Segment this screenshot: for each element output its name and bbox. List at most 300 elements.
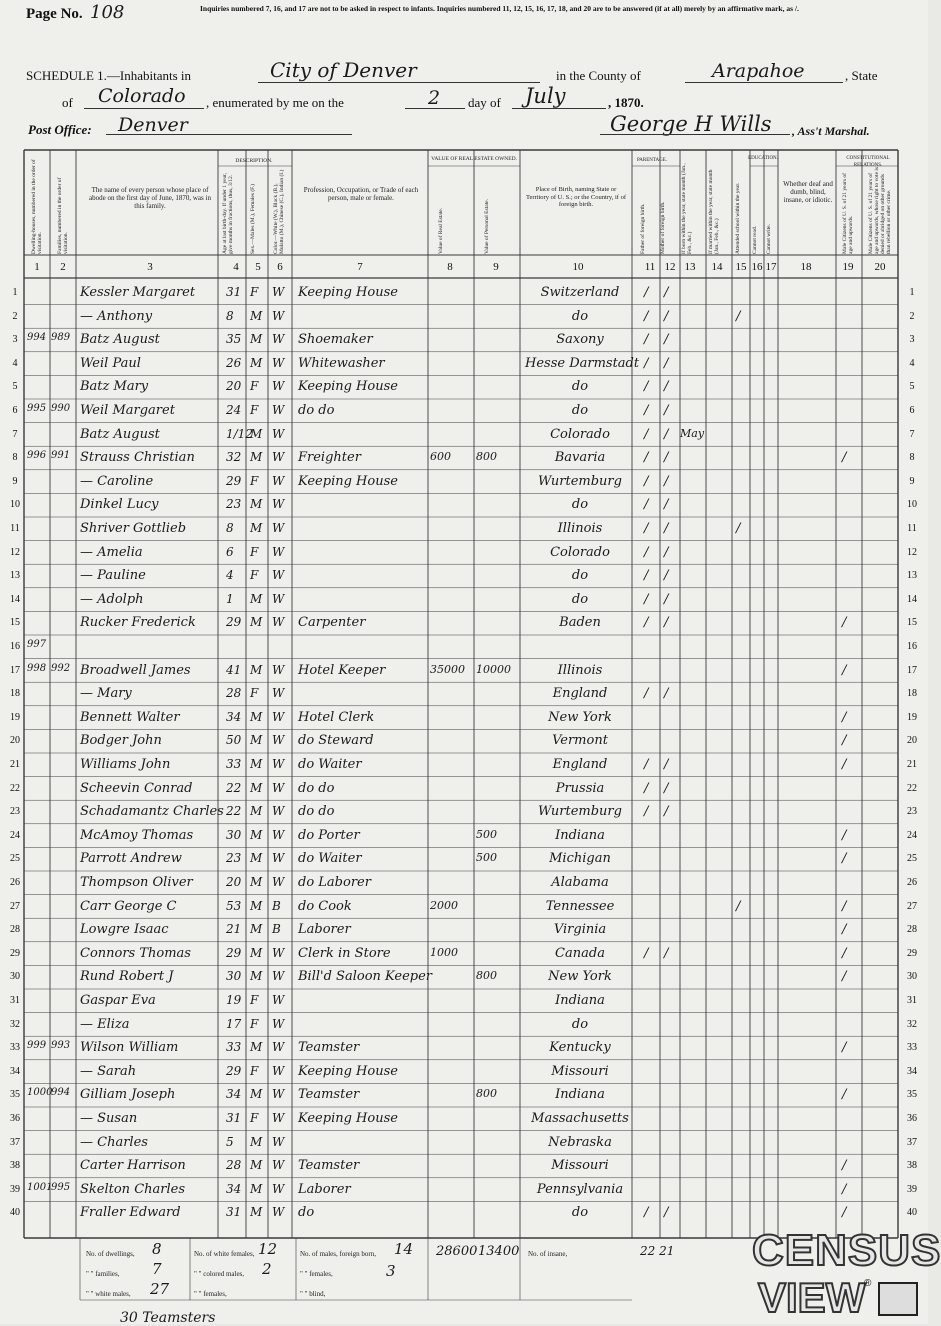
male-citizen: / bbox=[842, 945, 847, 961]
col-header-10: Place of Birth, naming State or Territory of U. S.; or the Country, if of foreign birth. bbox=[525, 186, 627, 208]
age: 50 bbox=[226, 733, 242, 748]
birthplace: Nebraska bbox=[548, 1134, 612, 1150]
column-number: 17 bbox=[765, 261, 777, 273]
description-header: DESCRIPTION. bbox=[235, 158, 273, 164]
sex: M bbox=[250, 804, 263, 819]
row-number-right: 14 bbox=[907, 593, 917, 605]
color: W bbox=[272, 780, 285, 795]
row-number-left: 31 bbox=[10, 995, 20, 1006]
row-number-right: 9 bbox=[909, 475, 915, 487]
col-header-12: Mother of foreign birth. bbox=[660, 201, 666, 254]
birthplace: Baden bbox=[559, 615, 601, 631]
occupation: Laborer bbox=[298, 1181, 351, 1197]
families-count: 7 bbox=[152, 1260, 162, 1278]
family-number: 993 bbox=[51, 1040, 71, 1052]
color: W bbox=[272, 450, 285, 465]
row-number-right: 8 bbox=[909, 452, 915, 464]
row-number-left: 15 bbox=[10, 617, 20, 629]
row-number-right: 19 bbox=[907, 711, 917, 723]
row-number-right: 34 bbox=[907, 1065, 917, 1077]
color: W bbox=[272, 875, 285, 889]
sex: M bbox=[250, 969, 263, 984]
column-number: 19 bbox=[842, 261, 854, 273]
father-foreign: / bbox=[644, 615, 649, 631]
mother-foreign: / bbox=[664, 615, 669, 631]
person-name: Batz August bbox=[80, 426, 160, 442]
color: W bbox=[272, 1016, 285, 1031]
birthplace: New York bbox=[548, 969, 612, 985]
sex: M bbox=[250, 1134, 263, 1149]
sex: F bbox=[250, 1111, 259, 1125]
person-name: Shriver Gottlieb bbox=[80, 521, 187, 536]
row-number-left: 37 bbox=[10, 1136, 20, 1148]
color: W bbox=[272, 426, 285, 441]
column-number: 10 bbox=[572, 261, 584, 273]
age: 33 bbox=[226, 1040, 242, 1055]
insane-label: No. of insane, bbox=[528, 1250, 568, 1258]
age: 22 bbox=[226, 780, 242, 795]
color: W bbox=[272, 969, 285, 984]
occupation: Keeping House bbox=[298, 473, 398, 489]
color: W bbox=[272, 1205, 285, 1220]
white-males-label: " " white males, bbox=[86, 1290, 131, 1298]
education-header: EDUCATION. bbox=[748, 156, 778, 161]
row-number-left: 26 bbox=[10, 877, 20, 888]
col-header-13: If born within the year, state month (Jan., Feb., &c.) bbox=[681, 163, 693, 254]
occupation: Keeping House bbox=[298, 285, 398, 300]
age: 23 bbox=[226, 851, 242, 866]
row-number-left: 14 bbox=[10, 593, 20, 605]
row-number-right: 36 bbox=[907, 1113, 917, 1124]
occupation: Keeping House bbox=[298, 1063, 398, 1079]
row-number-right: 28 bbox=[907, 924, 917, 936]
male-citizen: / bbox=[842, 1087, 847, 1103]
birthplace: do bbox=[571, 308, 589, 324]
mother-foreign: / bbox=[664, 568, 669, 584]
age: 33 bbox=[226, 757, 242, 771]
row-number-right: 23 bbox=[907, 806, 917, 818]
family-number: 989 bbox=[51, 332, 71, 344]
age: 24 bbox=[226, 403, 242, 417]
occupation: do do bbox=[298, 804, 335, 820]
father-foreign: / bbox=[644, 804, 649, 820]
computer-icon bbox=[878, 1282, 918, 1316]
mother-foreign: / bbox=[664, 544, 669, 560]
person-name: Weil Paul bbox=[80, 355, 141, 371]
birthplace: do bbox=[571, 497, 589, 513]
occupation: Keeping House bbox=[298, 379, 398, 395]
row-number-right: 3 bbox=[909, 334, 915, 346]
row-number-left: 17 bbox=[10, 664, 20, 676]
person-name: Wilson William bbox=[80, 1040, 179, 1056]
age: 31 bbox=[226, 1205, 242, 1220]
dwelling-number: 994 bbox=[27, 332, 47, 344]
row-number-right: 16 bbox=[907, 641, 917, 652]
person-name: — Caroline bbox=[80, 473, 154, 489]
sex: M bbox=[250, 450, 263, 465]
males-foreign-label: No. of males, foreign born, bbox=[300, 1250, 377, 1258]
row-number-left: 8 bbox=[12, 452, 18, 464]
age: 5 bbox=[226, 1134, 234, 1149]
page-label: Page No. bbox=[26, 6, 83, 22]
row-number-right: 26 bbox=[907, 877, 917, 888]
father-foreign: / bbox=[644, 568, 649, 584]
row-number-left: 33 bbox=[10, 1042, 20, 1054]
family-number: 990 bbox=[51, 403, 71, 414]
col-header-16: Cannot read. bbox=[752, 225, 758, 254]
person-name: — Sarah bbox=[80, 1063, 137, 1079]
mother-foreign: / bbox=[664, 497, 669, 513]
column-number: 16 bbox=[751, 261, 763, 273]
color: W bbox=[272, 355, 285, 370]
occupation: Teamster bbox=[298, 1087, 360, 1103]
person-name: Bodger John bbox=[80, 733, 162, 749]
watermark-census: CENSUS bbox=[752, 1226, 941, 1275]
sex: M bbox=[250, 521, 263, 535]
attended-school: / bbox=[736, 898, 741, 914]
mother-foreign: / bbox=[664, 332, 669, 348]
sex: M bbox=[250, 757, 263, 771]
person-name: Carter Harrison bbox=[80, 1158, 186, 1174]
county-label: in the County of bbox=[556, 68, 641, 83]
inquiries-note: Inquiries numbered 7, 16, and 17 are not to be asked in respect to infants. Inquiries numbered 11, 12, 15, 16, 17, 18, and 20 are to be answered (if at all) merely by an affirmative mark, as /. bbox=[200, 4, 799, 13]
color: W bbox=[272, 591, 285, 606]
male-citizen: / bbox=[842, 851, 847, 867]
color: W bbox=[272, 1040, 285, 1055]
row-number-right: 5 bbox=[909, 381, 915, 393]
sex: F bbox=[250, 568, 259, 583]
sex: F bbox=[250, 544, 259, 559]
family-number: 995 bbox=[51, 1181, 71, 1193]
person-name: Bennett Walter bbox=[80, 709, 180, 725]
age: 19 bbox=[226, 993, 242, 1007]
row-number-left: 7 bbox=[12, 428, 18, 440]
father-foreign: / bbox=[644, 591, 649, 607]
color: W bbox=[272, 521, 285, 535]
sex: M bbox=[250, 945, 263, 960]
occupation: Bill'd Saloon Keeper bbox=[298, 969, 433, 985]
row-number-right: 29 bbox=[907, 947, 917, 959]
age: 4 bbox=[226, 568, 234, 583]
age: 28 bbox=[226, 686, 242, 701]
person-name: — Mary bbox=[80, 686, 132, 702]
page-number: 108 bbox=[90, 2, 125, 23]
birthplace: Alabama bbox=[551, 875, 609, 890]
row-number-left: 1 bbox=[12, 287, 18, 298]
row-number-right: 38 bbox=[907, 1160, 917, 1172]
marshal-label: , Ass't Marshal. bbox=[792, 124, 870, 138]
sex: M bbox=[250, 827, 263, 842]
mother-foreign: / bbox=[664, 780, 669, 796]
real-estate-value: 600 bbox=[430, 450, 451, 464]
schedule-label: SCHEDULE 1.—Inhabitants in bbox=[26, 68, 192, 83]
birthplace: Wurtemburg bbox=[538, 473, 622, 489]
row-number-left: 40 bbox=[10, 1207, 20, 1219]
occupation: Shoemaker bbox=[298, 332, 373, 348]
male-citizen: / bbox=[842, 733, 847, 749]
birthplace: Indiana bbox=[555, 827, 605, 843]
real-estate-value: 35000 bbox=[430, 662, 465, 676]
person-name: Rucker Frederick bbox=[80, 615, 196, 631]
row-number-right: 6 bbox=[909, 405, 915, 416]
row-number-left: 9 bbox=[12, 475, 18, 487]
person-name: — Charles bbox=[80, 1134, 148, 1150]
color: W bbox=[272, 1158, 285, 1173]
row-number-right: 24 bbox=[907, 829, 917, 841]
age: 1/12 bbox=[226, 426, 253, 441]
person-name: Connors Thomas bbox=[80, 945, 191, 961]
color: W bbox=[272, 757, 285, 771]
occupation: Clerk in Store bbox=[298, 945, 391, 961]
color: W bbox=[272, 1063, 285, 1078]
person-name: Parrott Andrew bbox=[80, 851, 182, 867]
row-number-left: 13 bbox=[10, 570, 20, 582]
row-number-left: 20 bbox=[10, 735, 20, 747]
females-foreign-label: " " females, bbox=[300, 1270, 333, 1278]
person-name: — Anthony bbox=[80, 308, 153, 324]
row-number-right: 31 bbox=[907, 995, 917, 1006]
male-citizen: / bbox=[842, 709, 847, 725]
col-header-4: Age at last birth-day. If under 1 year, give months in fractions, thus, 3/12. bbox=[222, 172, 234, 254]
place-name: City of Denver bbox=[270, 58, 417, 82]
females-foreign-count: 3 bbox=[386, 1262, 396, 1280]
color: W bbox=[272, 473, 285, 488]
color: W bbox=[272, 615, 285, 630]
person-name: McAmoy Thomas bbox=[80, 827, 194, 843]
color: W bbox=[272, 568, 285, 583]
person-name: Dinkel Lucy bbox=[80, 497, 159, 513]
col-header-1: Dwelling-houses, numbered in the order of visitation. bbox=[31, 159, 43, 254]
father-foreign: / bbox=[644, 757, 649, 772]
age: 8 bbox=[226, 521, 234, 535]
person-name: Batz August bbox=[80, 332, 160, 348]
sex: M bbox=[250, 308, 263, 323]
row-number-left: 19 bbox=[10, 711, 20, 723]
person-name: — Susan bbox=[80, 1111, 138, 1126]
state-name: Colorado bbox=[98, 85, 186, 107]
male-citizen: / bbox=[842, 615, 847, 631]
sex: M bbox=[250, 709, 263, 724]
sex: M bbox=[250, 1040, 263, 1055]
father-foreign: / bbox=[644, 379, 649, 395]
birthplace: do bbox=[571, 403, 589, 418]
personal-estate-value: 800 bbox=[476, 450, 497, 464]
color: W bbox=[272, 827, 285, 842]
day-of-label: day of bbox=[468, 95, 501, 110]
row-number-right: 37 bbox=[907, 1136, 917, 1148]
row-number-right: 10 bbox=[907, 499, 917, 511]
birthplace: Kentucky bbox=[549, 1040, 611, 1056]
column-number: 12 bbox=[664, 261, 676, 273]
person-name: Lowgre Isaac bbox=[80, 922, 169, 938]
occupation: Carpenter bbox=[298, 615, 366, 631]
sex: M bbox=[250, 1181, 263, 1196]
sex: F bbox=[250, 993, 259, 1007]
column-number: 4 bbox=[233, 261, 239, 273]
birthplace: Michigan bbox=[549, 851, 611, 867]
sex: F bbox=[250, 473, 259, 488]
father-foreign: / bbox=[644, 355, 649, 371]
col-header-18: Whether deaf and dumb, blind, insane, or idiotic. bbox=[783, 180, 833, 204]
row-number-left: 16 bbox=[10, 641, 20, 652]
person-name: Fraller Edward bbox=[80, 1205, 181, 1221]
color: W bbox=[272, 1087, 285, 1102]
age: 30 bbox=[226, 969, 242, 984]
birthplace: Bavaria bbox=[554, 450, 606, 466]
row-number-right: 7 bbox=[909, 428, 915, 440]
column-number: 15 bbox=[735, 261, 747, 273]
attended-school: / bbox=[736, 521, 741, 536]
color: W bbox=[272, 804, 285, 819]
column-number: 5 bbox=[255, 261, 261, 273]
row-number-left: 11 bbox=[10, 523, 20, 534]
county-name: Arapahoe bbox=[712, 60, 805, 82]
person-name: — Eliza bbox=[80, 1016, 130, 1032]
colored-males-label: " " colored males, bbox=[194, 1270, 245, 1278]
birthplace: Missouri bbox=[551, 1063, 609, 1079]
sex: M bbox=[250, 1087, 263, 1102]
age: 34 bbox=[226, 1087, 242, 1102]
row-number-left: 5 bbox=[12, 381, 18, 393]
occupation: Laborer bbox=[298, 922, 351, 938]
dwelling-number: 997 bbox=[27, 639, 47, 650]
column-number: 3 bbox=[147, 261, 153, 273]
male-citizen: / bbox=[842, 1158, 847, 1174]
personal-estate-value: 10000 bbox=[476, 662, 511, 676]
enum-day: 2 bbox=[428, 87, 441, 109]
occupation: Keeping House bbox=[298, 1111, 398, 1126]
row-number-left: 22 bbox=[10, 782, 20, 794]
age: 29 bbox=[226, 945, 242, 960]
color: W bbox=[272, 662, 285, 677]
column-number: 20 bbox=[874, 261, 886, 273]
person-name: Weil Margaret bbox=[80, 403, 175, 418]
color: W bbox=[272, 308, 285, 323]
row-number-left: 18 bbox=[10, 688, 20, 700]
row-number-right: 32 bbox=[907, 1018, 917, 1030]
mother-foreign: / bbox=[664, 591, 669, 607]
color: W bbox=[272, 544, 285, 559]
row-number-left: 36 bbox=[10, 1113, 20, 1124]
row-number-left: 32 bbox=[10, 1018, 20, 1030]
mother-foreign: / bbox=[664, 521, 669, 536]
birthplace: Prussia bbox=[555, 780, 605, 796]
person-name: Thompson Oliver bbox=[80, 875, 193, 890]
row-number-left: 39 bbox=[10, 1183, 20, 1195]
birthplace: Switzerland bbox=[540, 285, 620, 300]
color: W bbox=[272, 686, 285, 701]
row-number-right: 11 bbox=[907, 523, 917, 534]
sex: M bbox=[250, 1158, 263, 1173]
dwelling-number: 1001 bbox=[27, 1181, 53, 1193]
age: 34 bbox=[226, 1181, 242, 1196]
color: B bbox=[272, 898, 281, 913]
row-number-left: 4 bbox=[12, 357, 18, 369]
age: 6 bbox=[226, 544, 234, 559]
dwelling-number: 996 bbox=[27, 450, 47, 462]
mother-foreign: / bbox=[664, 403, 669, 418]
mother-foreign: / bbox=[664, 426, 669, 442]
occupation: do bbox=[298, 1205, 315, 1221]
person-name: Batz Mary bbox=[80, 379, 149, 395]
age: 1 bbox=[226, 591, 234, 606]
sex: F bbox=[250, 686, 259, 701]
sex: M bbox=[250, 591, 263, 606]
birthplace: Indiana bbox=[555, 1087, 605, 1103]
sex: M bbox=[250, 851, 263, 866]
row-number-right: 30 bbox=[907, 971, 917, 983]
color: W bbox=[272, 1111, 285, 1125]
dwellings-count: 8 bbox=[152, 1240, 162, 1258]
row-number-left: 10 bbox=[10, 499, 20, 511]
occupation: Whitewasher bbox=[298, 355, 385, 371]
occupation: Teamster bbox=[298, 1158, 360, 1174]
personal-estate-value: 800 bbox=[476, 1087, 497, 1101]
sex: M bbox=[250, 898, 263, 913]
age: 31 bbox=[226, 285, 242, 299]
person-name: Gilliam Joseph bbox=[80, 1087, 176, 1103]
family-number: 994 bbox=[51, 1087, 71, 1099]
occupation: Hotel Keeper bbox=[298, 662, 386, 678]
birthplace: do bbox=[571, 1205, 589, 1221]
row-number-left: 21 bbox=[10, 759, 20, 770]
birthplace: Colorado bbox=[550, 544, 610, 560]
person-name: — Amelia bbox=[80, 544, 143, 560]
birthplace: do bbox=[571, 591, 589, 607]
male-citizen: / bbox=[842, 922, 847, 938]
occupation: Teamster bbox=[298, 1040, 360, 1056]
father-foreign: / bbox=[644, 426, 649, 442]
age: 8 bbox=[226, 308, 234, 323]
birthplace: Missouri bbox=[551, 1158, 609, 1174]
mother-foreign: / bbox=[664, 1205, 669, 1221]
color: W bbox=[272, 993, 285, 1007]
col-header-19: Male Citizens of U. S. of 21 years of age and upwards. bbox=[842, 173, 854, 254]
column-number: 9 bbox=[493, 261, 499, 273]
colored-males-count: 2 bbox=[262, 1260, 272, 1278]
person-name: — Pauline bbox=[80, 568, 146, 584]
color: W bbox=[272, 1181, 285, 1196]
row-number-right: 35 bbox=[907, 1089, 917, 1101]
male-citizen: / bbox=[842, 1205, 847, 1221]
mother-foreign: / bbox=[664, 757, 669, 772]
col-header-20: Male Citizens of U. S. of 21 years of age and upwards, whose right to vote is denied or abridged on other grounds than rebellion or other crime. bbox=[868, 166, 892, 254]
row-number-left: 38 bbox=[10, 1160, 20, 1172]
father-foreign: / bbox=[644, 780, 649, 796]
censusview-watermark bbox=[752, 1226, 941, 1324]
age: 29 bbox=[226, 1063, 242, 1078]
row-number-right: 33 bbox=[907, 1042, 917, 1054]
occupation: do do bbox=[298, 780, 335, 796]
real-estate-value: 2000 bbox=[430, 898, 458, 912]
age: 53 bbox=[226, 898, 242, 913]
watermark-view: VIEW bbox=[758, 1274, 866, 1321]
family-number: 991 bbox=[51, 450, 71, 462]
state-label: , State bbox=[845, 68, 878, 83]
birthplace: Colorado bbox=[550, 426, 610, 442]
sex: F bbox=[250, 1063, 259, 1078]
mother-foreign: / bbox=[664, 355, 669, 371]
colored-females-label: " " females, bbox=[194, 1290, 227, 1298]
row-number-right: 2 bbox=[909, 310, 915, 322]
birthplace: Indiana bbox=[555, 993, 605, 1008]
birthplace: Vermont bbox=[552, 733, 608, 749]
sex: M bbox=[250, 662, 263, 677]
row-number-left: 3 bbox=[12, 334, 18, 346]
of-label: of bbox=[62, 95, 73, 110]
family-number: 992 bbox=[51, 662, 71, 674]
birthplace: Canada bbox=[555, 945, 605, 961]
